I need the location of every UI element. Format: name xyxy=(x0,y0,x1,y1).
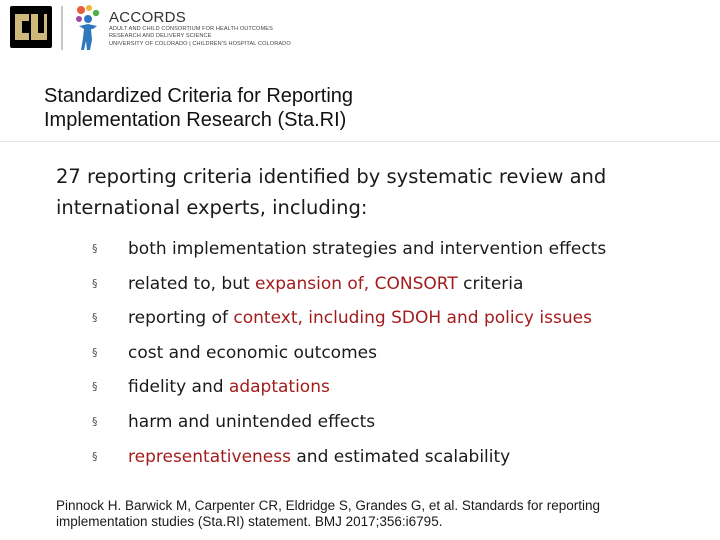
logo-divider xyxy=(61,6,63,50)
criteria-bullet-item xyxy=(0,405,720,440)
criteria-bullet-item xyxy=(0,440,720,475)
plain-phrase: criteria xyxy=(457,273,524,294)
criteria-bullet-item xyxy=(0,336,720,371)
bullet-text xyxy=(128,267,523,301)
university-of-colorado-logo xyxy=(10,6,52,48)
citation-line-2: implementation studies (Sta.RI) statement. BMJ 2017;356:i6795. xyxy=(56,514,443,529)
criteria-bullet-item xyxy=(0,370,720,405)
bullet-marker: § xyxy=(92,311,98,325)
slide-title xyxy=(44,84,684,132)
plain-phrase: related to, but xyxy=(128,273,256,294)
slide-title-line-2: Implementation Research (Sta.RI) xyxy=(44,109,347,131)
criteria-bullet-item xyxy=(0,267,720,302)
criteria-bullet-item xyxy=(0,301,720,336)
citation-line-1: Pinnock H. Barwick M, Carpenter CR, Eldridge S, Grandes G, et al. Standards for reporting xyxy=(56,498,600,513)
org-subtitle-line-2: RESEARCH AND DELIVERY SCIENCE xyxy=(109,33,212,39)
title-divider xyxy=(0,141,720,142)
accords-figure-icon xyxy=(70,4,106,50)
highlighted-phrase: representativeness xyxy=(128,446,291,467)
plain-phrase: both implementation strategies and intervention effects xyxy=(128,239,607,259)
bullet-marker: § xyxy=(92,414,98,428)
highlighted-phrase: context, including SDOH and policy issues xyxy=(233,308,592,329)
citation xyxy=(56,498,716,530)
bullet-marker: § xyxy=(92,242,98,255)
org-subtitle-line-1: ADULT AND CHILD CONSORTIUM FOR HEALTH OUTCOMES xyxy=(109,26,273,32)
bullet-text xyxy=(128,405,375,439)
plain-phrase: fidelity and xyxy=(128,377,229,398)
plain-phrase: harm and unintended effects xyxy=(128,411,376,432)
bullet-text xyxy=(128,440,510,474)
slide-title-line-1: Standardized Criteria for Reporting xyxy=(44,85,354,107)
bullet-text xyxy=(128,370,330,404)
org-name: ACCORDS xyxy=(109,9,187,26)
bullet-marker: § xyxy=(92,276,98,290)
bullet-marker: § xyxy=(92,380,98,394)
highlighted-phrase: adaptations xyxy=(228,377,330,398)
highlighted-phrase: expansion of, CONSORT xyxy=(255,273,458,294)
bullet-marker: § xyxy=(92,345,98,359)
accords-branding xyxy=(109,10,369,48)
bullet-marker: § xyxy=(92,449,98,463)
plain-phrase: and estimated scalability xyxy=(290,446,511,467)
intro-text: 27 reporting criteria identified by systematic review and international experts, including: xyxy=(56,165,607,219)
bullet-text xyxy=(128,232,606,266)
bullet-text xyxy=(128,336,377,370)
plain-phrase: cost and economic outcomes xyxy=(128,342,377,363)
criteria-bullet-list xyxy=(0,232,720,474)
org-affiliation: UNIVERSITY OF COLORADO | CHILDREN'S HOSPITAL COLORADO xyxy=(109,41,291,47)
bullet-text xyxy=(128,301,592,335)
criteria-bullet-item xyxy=(0,232,720,267)
plain-phrase: reporting of xyxy=(128,308,234,329)
